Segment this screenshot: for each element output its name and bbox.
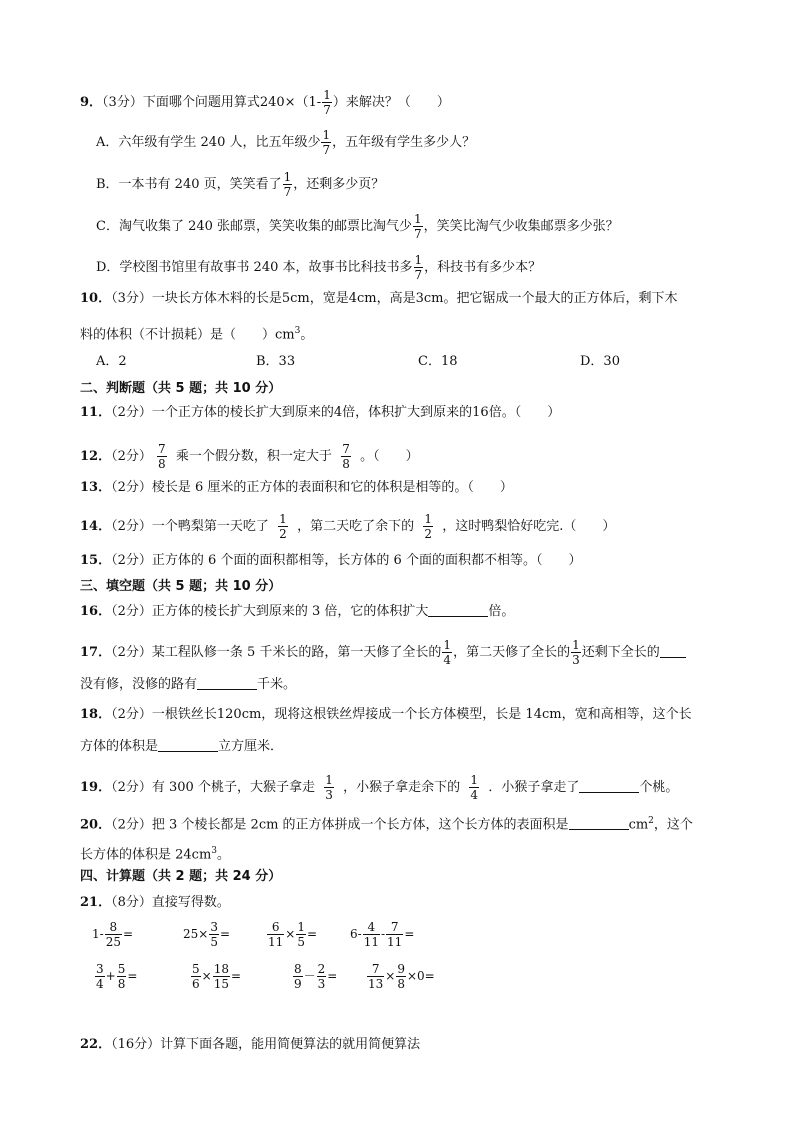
q10-option-d: D．30 <box>580 354 620 369</box>
q10-option-b: B．33 <box>256 354 296 369</box>
fraction: $\frac{1}{3}$ <box>325 773 333 802</box>
q9-option-d: D．学校图书馆里有故事书 240 本，故事书比科技书多 $\frac{1}{7}$ ，科技书有多少本？ <box>96 253 542 282</box>
q9-option-c: C．淘气收集了 240 张邮票，笑笑收集的邮票比淘气少 $\frac{1}{7}$ ，笑笑比淘气少收集邮票多少张？ <box>96 212 619 241</box>
question-20-line2: 长方体的体积是 $24cm^3$。 <box>80 846 231 863</box>
fraction: $\frac{1}{7}$ <box>283 170 292 199</box>
q9-option-a: A．六年级有学生 240 人，比五年级少 $\frac{1}{7}$ ，五年级有学生多少人？ <box>96 128 476 157</box>
answer-blank[interactable] <box>197 688 257 690</box>
fraction: $\frac{1}{7}$ <box>323 88 331 117</box>
section-4-title: 四、计算题（共 2 题；共 24 分） <box>80 869 282 884</box>
expr-1: 1- $\frac{8}{25}$ = <box>92 920 134 949</box>
question-11: 11．（2分）一个正方体的棱长扩大到原来的4倍，体积扩大到原来的16倍。（ ） <box>80 405 561 420</box>
expr-7: $\frac{8}{9}$ － $\frac{2}{3}$ = <box>294 962 338 991</box>
expr-6: $\frac{5}{6}$ × $\frac{18}{15}$ = <box>192 962 242 991</box>
question-16: 16．（2分）正方体的棱长扩大到原来的 3 倍，它的体积扩大 倍。 <box>80 604 515 619</box>
question-14: 14．（2分）一个鸭梨第一天吃了 $\frac{1}{2}$ ，第二天吃了余下的 $\frac{1}{2}$ ，这时鸭梨恰好吃完.（ ） <box>80 512 616 541</box>
expr-3: $\frac{6}{11}$ × $\frac{1}{5}$ = <box>268 920 318 949</box>
fraction: $\frac{1}{2}$ <box>279 512 287 541</box>
answer-blank[interactable] <box>158 750 218 752</box>
question-9: 9．（3分）下面哪个问题用算式240×（1- $\frac{1}{7}$ ）来解决？（ ） <box>80 88 450 117</box>
q-number: 9． <box>80 95 103 110</box>
question-13: 13．（2分）棱长是 6 厘米的正方体的表面积和它的体积是相等的。（ ） <box>80 480 513 495</box>
question-18-line2: 方体的体积是 立方厘米． <box>80 739 284 754</box>
answer-blank[interactable] <box>660 656 686 658</box>
question-17: 17．（2分）某工程队修一条 5 千米长的路，第一天修了全长的 $\frac{1}{4}$ ，第二天修了全长的 $\frac{1}{3}$ 还剩下全长的 <box>80 638 686 667</box>
fraction: $\frac{1}{4}$ <box>443 638 452 667</box>
fraction: $\frac{1}{7}$ <box>322 128 331 157</box>
answer-blank[interactable] <box>569 828 629 830</box>
q10-option-a: A．2 <box>96 354 127 369</box>
question-18: 18．（2分）一根铁丝长120cm，现将这根铁丝焊接成一个长方体模型，长是 14cm，宽和高相等，这个长 <box>80 707 692 722</box>
q9-option-b: B．一本书有 240 页，笑笑看了 $\frac{1}{7}$ ，还剩多少页？ <box>96 170 385 199</box>
question-21: 21．（8分）直接写得数。 <box>80 895 230 910</box>
fraction: $\frac{1}{2}$ <box>424 512 432 541</box>
question-15: 15．（2分）正方体的 6 个面的面积都相等，长方体的 6 个面的面积都不相等。（ ） <box>80 553 582 568</box>
q-score: （3分） <box>102 95 143 110</box>
expr-2: 25× $\frac{3}{5}$ = <box>183 920 231 949</box>
question-12: 12．（2分） $\frac{7}{8}$ 乘一个假分数，积一定大于 $\frac{7}{8}$ 。（ ） <box>80 442 419 471</box>
answer-blank[interactable] <box>579 791 639 793</box>
fraction: $\frac{7}{8}$ <box>158 442 166 471</box>
expr-4: 6- $\frac{4}{11}$ - $\frac{7}{11}$ = <box>350 920 415 949</box>
fraction: $\frac{1}{7}$ <box>414 212 422 241</box>
question-22: 22．（16分）计算下面各题，能用简便算法的就用简便算法 <box>80 1037 421 1052</box>
question-20: 20．（2分）把 3 个棱长都是 2cm 的正方体拼成一个长方体，这个长方体的表面积是 $cm^2$，这个 <box>80 816 693 833</box>
question-19: 19．（2分）有 300 个桃子，大猴子拿走 $\frac{1}{3}$ ，小猴子拿走余下的 $\frac{1}{4}$ ．小猴子拿走了 个桃。 <box>80 773 679 802</box>
section-3-title: 三、填空题（共 5 题；共 10 分） <box>80 579 282 594</box>
question-10-line2: 料的体积（不计损耗）是（ ）$cm^3$。 <box>80 326 314 343</box>
expr-5: $\frac{3}{4}$ + $\frac{5}{8}$ = <box>96 962 138 991</box>
fraction: $\frac{7}{8}$ <box>342 442 350 471</box>
q10-option-c: C．18 <box>418 354 458 369</box>
question-10: 10．（3分）一块长方体木料的长是5cm，宽是4cm，高是3cm。把它锯成一个最大的正方体后，剩下木 <box>80 291 678 306</box>
fraction: $\frac{1}{4}$ <box>470 773 479 802</box>
fraction: $\frac{1}{7}$ <box>414 253 423 282</box>
answer-blank[interactable] <box>428 615 488 617</box>
section-2-title: 二、判断题（共 5 题；共 10 分） <box>80 381 282 396</box>
fraction: $\frac{1}{3}$ <box>572 638 580 667</box>
question-17-line2: 没有修，没修的路有 千米。 <box>80 677 297 692</box>
expr-8: $\frac{7}{13}$ × $\frac{9}{8}$ ×0= <box>368 962 435 991</box>
